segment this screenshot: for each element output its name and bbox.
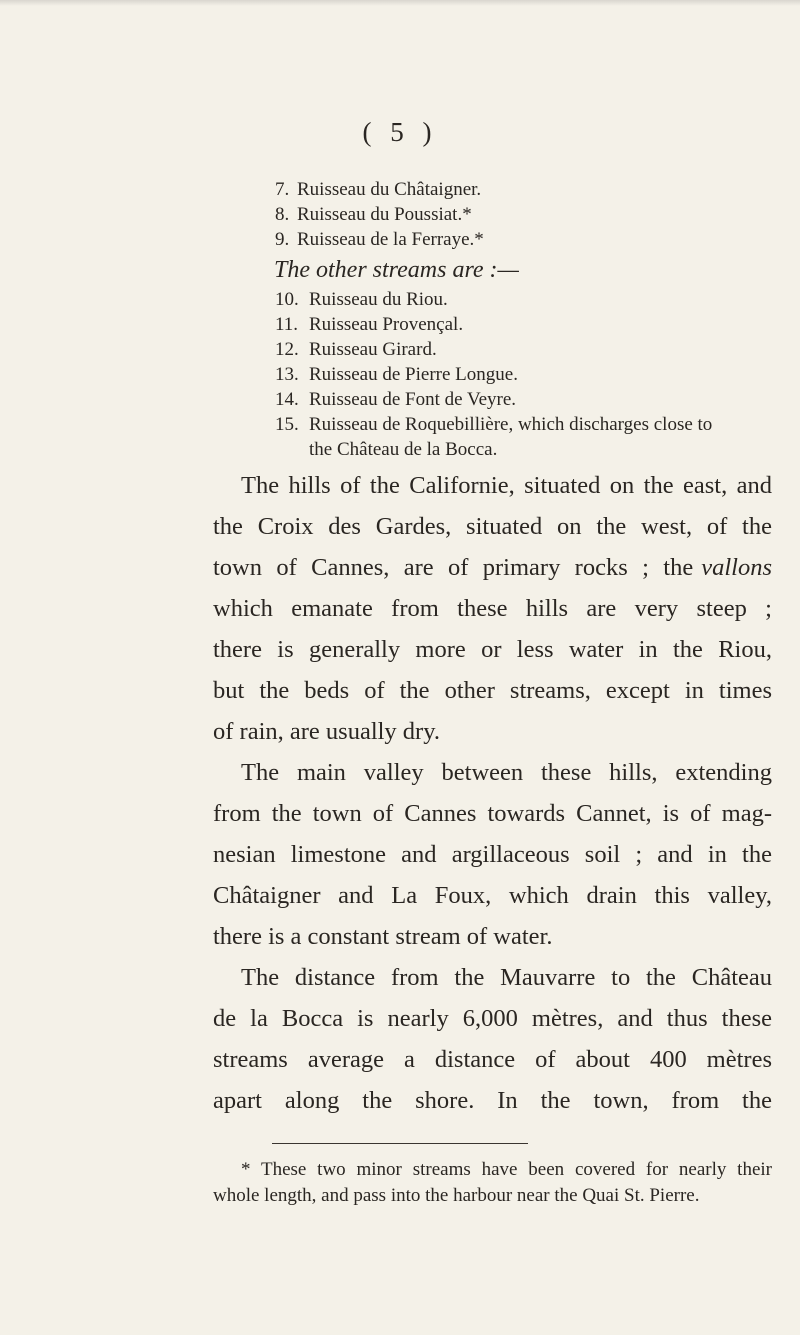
paragraph-line: nesian limestone and argillaceous soil ; and in the [213, 841, 772, 868]
paragraph-line: apart along the shore. In the town, from the [213, 1087, 772, 1114]
paragraph-line: streams average a distance of about 400 mètres [213, 1046, 772, 1073]
paragraph-line: The main valley between these hills, extending [241, 759, 772, 786]
paragraph-line: The hills of the Californie, situated on the east, and [241, 472, 772, 499]
section-subheading: The other streams are :— [274, 257, 519, 283]
list-item-number: 12. [275, 339, 299, 360]
list-item-text: Ruisseau du Poussiat.* [297, 204, 472, 225]
list-item-text: Ruisseau Girard. [309, 339, 437, 360]
paragraph-line: de la Bocca is nearly 6,000 mètres, and thus these [213, 1005, 772, 1032]
list-item-text: Ruisseau de Roquebillière, which discharges close to [309, 414, 713, 435]
page-number: ( 5 ) [362, 117, 438, 147]
list-item-number: 13. [275, 364, 299, 385]
list-item-text: Ruisseau de Pierre Longue. [309, 364, 518, 385]
paragraph-line: Châtaigner and La Foux, which drain this valley, [213, 882, 772, 909]
paragraph-line: there is a constant stream of water. [213, 923, 553, 950]
list-item-number: 10. [275, 289, 299, 310]
list-item-text: Ruisseau de la Ferraye.* [297, 229, 484, 250]
footnote-line: * These two minor streams have been covered for nearly their [241, 1159, 772, 1180]
list-item-continuation: the Château de la Bocca. [309, 439, 498, 460]
footnote-line: whole length, and pass into the harbour near the Quai St. Pierre. [213, 1185, 700, 1206]
paragraph-line: The distance from the Mauvarre to the Château [241, 964, 772, 991]
list-item-number: 8. [275, 204, 290, 225]
list-item-number: 14. [275, 389, 299, 410]
paragraph-line: the Croix des Gardes, situated on the west, of the [213, 513, 772, 540]
list-item-number: 7. [275, 179, 290, 200]
list-item-text: Ruisseau de Font de Veyre. [309, 389, 517, 410]
list-item-number: 9. [275, 229, 290, 250]
footnote-divider [272, 1143, 528, 1144]
page-top-edge [0, 0, 800, 6]
list-item-text: Ruisseau du Riou. [309, 289, 448, 310]
list-item-number: 11. [275, 314, 299, 335]
paragraph-line: of rain, are usually dry. [213, 718, 440, 745]
paragraph-line: but the beds of the other streams, except in times [213, 677, 772, 704]
list-item-text: Ruisseau Provençal. [309, 314, 464, 335]
italic-term: vallons [701, 554, 772, 581]
paragraph-line-text: town of Cannes, are of primary rocks ; the [213, 554, 694, 581]
paragraph-line [213, 553, 772, 583]
list-item-number: 15. [275, 414, 299, 435]
paragraph-line: from the town of Cannes towards Cannet, is of mag- [213, 800, 772, 827]
paragraph-line: which emanate from these hills are very steep ; [213, 595, 772, 622]
list-item-text: Ruisseau du Châtaigner. [297, 179, 482, 200]
paragraph-line: there is generally more or less water in the Riou, [213, 636, 772, 663]
